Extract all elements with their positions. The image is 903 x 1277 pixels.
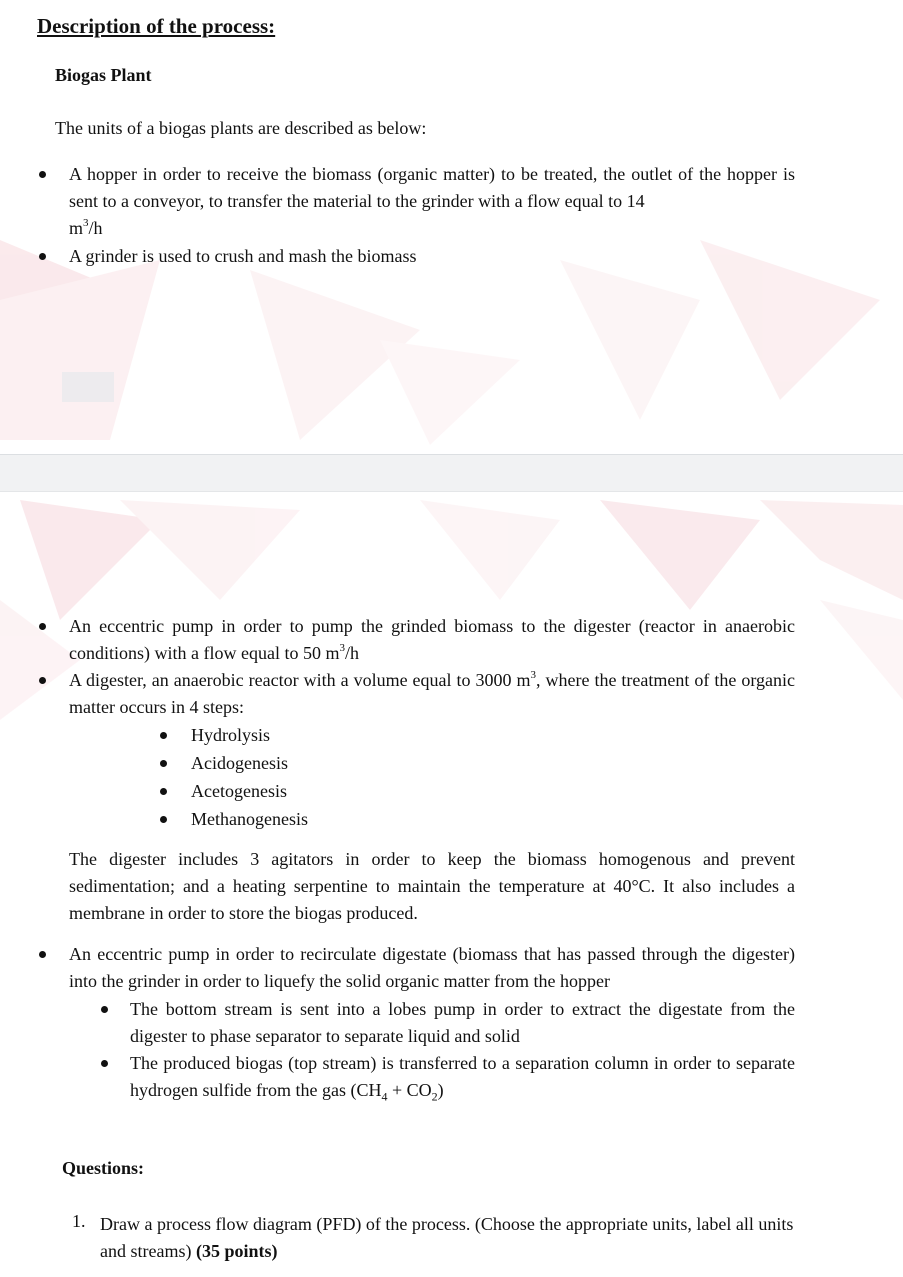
volume-unit-exponent: 3 bbox=[530, 669, 536, 681]
flow-unit-rate: /h bbox=[88, 218, 103, 238]
bullet-dot-icon bbox=[101, 1060, 108, 1067]
bullet-dot-icon bbox=[39, 623, 46, 630]
page-divider bbox=[0, 454, 903, 492]
question-1-text: Draw a process flow diagram (PFD) of the process. (Choose the appropriate units, label all units and streams) bbox=[100, 1214, 794, 1261]
sub-item-bottom-stream: The bottom stream is sent into a lobes pump in order to extract the digestate from the digester to phase separator to separate liquid and solid bbox=[130, 999, 795, 1046]
flow-unit-exponent: 3 bbox=[83, 217, 89, 229]
bullet-dot-icon bbox=[101, 1006, 108, 1013]
formula-plus: + CO bbox=[387, 1080, 432, 1100]
flow-unit: m bbox=[69, 218, 84, 238]
sub-item-biogas-text: The produced biogas (top stream) is transferred to a separation column in order to separate hydrogen sulfide from the gas (CH bbox=[130, 1053, 795, 1100]
unit-eccentric-pump-text: An eccentric pump in order to pump the grinded biomass to the digester (reactor in anaerobic conditions) with a flow equal to 50 m bbox=[69, 616, 795, 663]
questions-heading: Questions: bbox=[62, 1158, 145, 1178]
unit-digester bbox=[69, 667, 795, 721]
formula-close: ) bbox=[437, 1080, 444, 1100]
bullet-dot-icon bbox=[39, 677, 46, 684]
flow-unit-exponent: 3 bbox=[339, 642, 345, 654]
step-item: Hydrolysis bbox=[191, 725, 271, 745]
question-1-points: (35 points) bbox=[195, 1241, 278, 1261]
document-title: Description of the process: bbox=[37, 14, 276, 38]
bullet-dot-icon bbox=[160, 760, 167, 767]
bullet-dot-icon bbox=[160, 816, 167, 823]
step-item: Acidogenesis bbox=[191, 753, 288, 773]
sub-item-biogas bbox=[130, 1050, 795, 1104]
bullet-dot-icon bbox=[39, 171, 46, 178]
unit-hopper-text: A hopper in order to receive the biomass (organic matter) to be treated, the outlet of the hopper is sent to a conveyor, to transfer the material to the grinder with a flow equal to 14 bbox=[69, 164, 795, 211]
step-item: Acetogenesis bbox=[191, 781, 287, 801]
intro-text: The units of a biogas plants are described as below: bbox=[55, 118, 427, 138]
methane-subscript: 4 bbox=[381, 1089, 388, 1104]
question-1 bbox=[100, 1211, 800, 1265]
unit-digester-text-end: , where the treatment of the organic matter occurs in 4 steps: bbox=[69, 670, 795, 717]
unit-hopper bbox=[69, 161, 795, 242]
question-number: 1. bbox=[72, 1211, 86, 1231]
digester-note: The digester includes 3 agitators in order to keep the biomass homogenous and prevent sedimentation; and a heating serpentine to maintain the temperature at 40°C. It also includes a membrane in order to store the biogas produced. bbox=[69, 849, 795, 923]
step-item: Methanogenesis bbox=[191, 809, 308, 829]
bullet-dot-icon bbox=[39, 951, 46, 958]
unit-digester-text: A digester, an anaerobic reactor with a volume equal to 3000 m bbox=[69, 670, 531, 690]
unit-grinder: A grinder is used to crush and mash the biomass bbox=[69, 246, 417, 266]
flow-unit-rate: /h bbox=[344, 643, 359, 663]
unit-eccentric-pump bbox=[69, 613, 795, 667]
bullet-dot-icon bbox=[160, 788, 167, 795]
bullet-dot-icon bbox=[160, 732, 167, 739]
co2-subscript: 2 bbox=[431, 1089, 438, 1104]
unit-recirculation-pump: An eccentric pump in order to recirculate digestate (biomass that has passed through the digester) into the grinder in order to liquefy the solid organic matter from the hopper bbox=[69, 944, 795, 991]
bullet-dot-icon bbox=[39, 253, 46, 260]
section-subtitle: Biogas Plant bbox=[55, 65, 152, 85]
